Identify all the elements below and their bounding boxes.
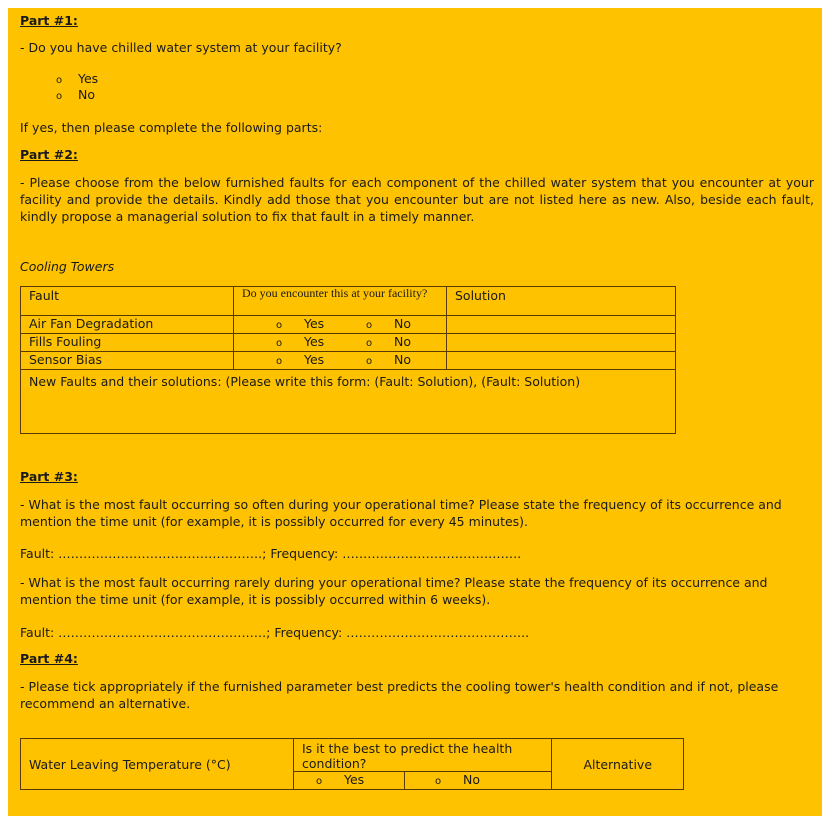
part3-heading: Part #3:: [20, 469, 78, 484]
yes-option[interactable]: o Yes: [294, 772, 405, 790]
no-option[interactable]: o No: [365, 334, 411, 349]
parameter-table: [20, 738, 684, 790]
no-option[interactable]: o No: [365, 352, 411, 367]
fault-name: Sensor Bias: [21, 352, 234, 370]
radio-bullet-icon: o: [56, 91, 63, 102]
survey-form: [8, 8, 822, 816]
option-label: No: [78, 87, 95, 102]
yes-option[interactable]: o Yes: [275, 316, 325, 331]
table-row: [21, 334, 676, 352]
part2-heading: Part #2:: [20, 147, 78, 162]
part3-question-rare: - What is the most fault occurring rarely during your operational time? Please state the frequency of its occurrence and mention the time unit (for example, it is possibly occurred within 6 weeks).: [20, 575, 768, 607]
option-label: Yes: [78, 71, 99, 86]
encounter-choice: [234, 316, 447, 334]
radio-bullet-icon: o: [275, 320, 283, 331]
part3-answer-frequent[interactable]: Fault: ………………………………………….; Frequency: …………………………………….: [20, 546, 522, 561]
component-label: Cooling Towers: [20, 259, 115, 274]
part1-followup: If yes, then please complete the following parts:: [20, 120, 323, 135]
best-predictor-question: Is it the best to predict the health condition?: [294, 739, 552, 772]
col-header-encounter: Do you encounter this at your facility?: [234, 287, 447, 316]
radio-bullet-icon: o: [56, 75, 63, 86]
no-option[interactable]: o No: [365, 316, 411, 331]
part1-heading: Part #1:: [20, 13, 78, 28]
solution-cell[interactable]: [447, 334, 676, 352]
part3-answer-rare[interactable]: Fault: ……………………………………….….; Frequency: ……………………………………..: [20, 625, 530, 640]
part1-option-no[interactable]: [56, 86, 95, 105]
encounter-choice: [234, 352, 447, 370]
col-header-alternative: Alternative: [552, 739, 684, 790]
part1-question: - Do you have chilled water system at your facility?: [20, 40, 342, 55]
no-option[interactable]: o No: [405, 772, 552, 790]
part2-instructions: - Please choose from the below furnished faults for each component of the chilled water system that you encounter at your facility and provide the details. Kindly add those that you encounter but are not listed here as new. Also, beside each fault, kindly propose a managerial solution to fix that fault in a timely manner.: [20, 175, 814, 224]
radio-bullet-icon: o: [365, 338, 373, 349]
solution-cell[interactable]: [447, 352, 676, 370]
yes-option[interactable]: o Yes: [275, 352, 325, 367]
encounter-choice: [234, 334, 447, 352]
table-row: [21, 316, 676, 334]
radio-bullet-icon: o: [365, 356, 373, 367]
new-faults-field[interactable]: New Faults and their solutions: (Please write this form: (Fault: Solution), (Fault: Solution): [21, 370, 676, 434]
col-header-solution: Solution: [447, 287, 676, 316]
part4-instructions: - Please tick appropriately if the furnished parameter best predicts the cooling tower's health condition and if not, please recommend an alternative.: [20, 679, 779, 711]
fault-name: Air Fan Degradation: [21, 316, 234, 334]
radio-bullet-icon: o: [275, 338, 283, 349]
fault-name: Fills Fouling: [21, 334, 234, 352]
table-row: [21, 352, 676, 370]
part3-question-frequent: - What is the most fault occurring so often during your operational time? Please state the frequency of its occurrence and mention the time unit (for example, it is possibly occurred for every 45 minutes).: [20, 497, 782, 529]
cooling-tower-faults-table: [20, 286, 676, 434]
parameter-name: Water Leaving Temperature (°C): [21, 739, 294, 790]
radio-bullet-icon: o: [365, 320, 373, 331]
radio-bullet-icon: o: [275, 356, 283, 367]
col-header-fault: Fault: [21, 287, 234, 316]
part4-heading: Part #4:: [20, 651, 78, 666]
radio-bullet-icon: o: [316, 776, 323, 787]
radio-bullet-icon: o: [435, 776, 442, 787]
yes-option[interactable]: o Yes: [275, 334, 325, 349]
solution-cell[interactable]: [447, 316, 676, 334]
